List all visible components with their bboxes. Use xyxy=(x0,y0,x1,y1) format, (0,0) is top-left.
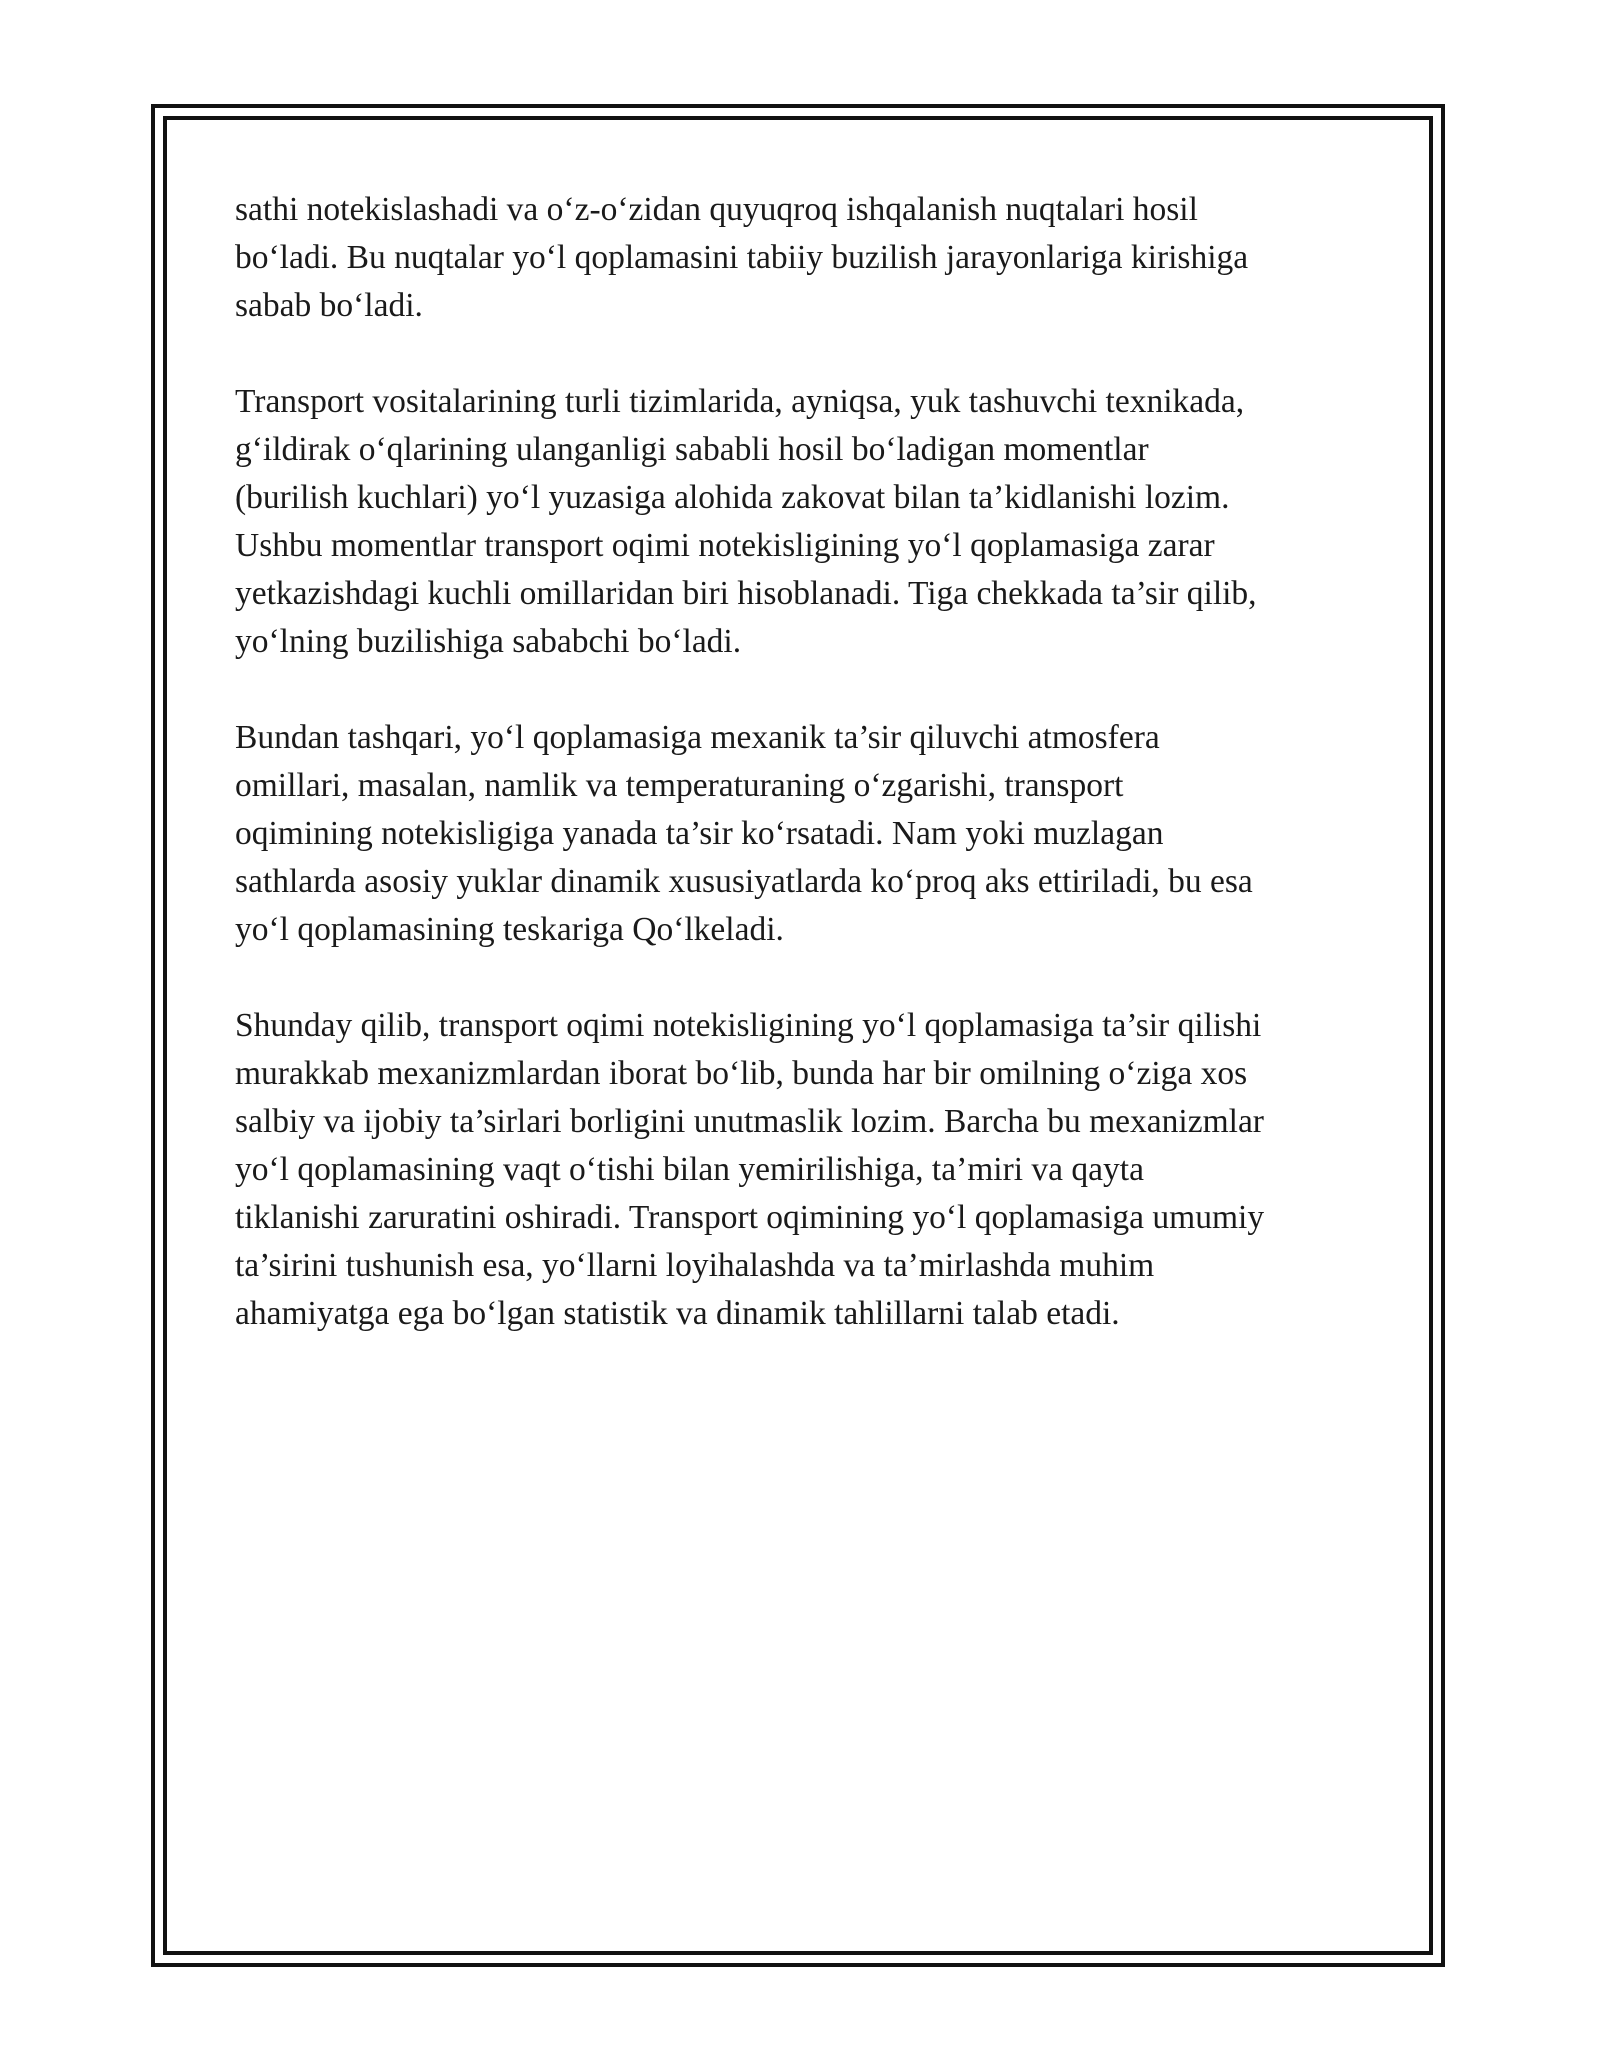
text-line: sabab bo‘ladi. xyxy=(235,287,423,324)
text-line: bo‘ladi. Bu nuqtalar yo‘l qoplamasini tabiiy buzilish jarayonlariga kirishiga xyxy=(235,239,1249,276)
text-line: tiklanishi zaruratini oshiradi. Transport oqimining yo‘l qoplamasiga umumiy xyxy=(235,1199,1265,1236)
text-line: g‘ildirak o‘qlarining ulanganligi sababli hosil bo‘ladigan momentlar xyxy=(235,431,1149,468)
text-line: Shunday qilib, transport oqimi notekisligining yo‘l qoplamasiga ta’sir qilishi xyxy=(235,1007,1262,1044)
text-line: yetkazishdagi kuchli omillaridan biri hisoblanadi. Tiga chekkada ta’sir qilib, xyxy=(235,575,1257,612)
text-line: ta’sirini tushunish esa, yo‘llarni loyihalashda va ta’mirlashda muhim xyxy=(235,1247,1155,1284)
text-line: sathlarda asosiy yuklar dinamik xususiyatlarda ko‘proq aks ettiriladi, bu esa xyxy=(235,863,1253,900)
paragraph-1 xyxy=(235,186,1385,330)
text-line: yo‘lning buzilishiga sababchi bo‘ladi. xyxy=(235,623,742,660)
document-body xyxy=(235,186,1385,1386)
text-line: oqimining notekisligiga yanada ta’sir ko‘rsatadi. Nam yoki muzlagan xyxy=(235,815,1164,852)
text-line: Transport vositalarining turli tizimlarida, ayniqsa, yuk tashuvchi texnikada, xyxy=(235,383,1245,420)
paragraph-3 xyxy=(235,714,1385,954)
text-line: sathi notekislashadi va o‘z-o‘zidan quyuqroq ishqalanish nuqtalari hosil xyxy=(235,191,1198,228)
text-line: salbiy va ijobiy ta’sirlari borligini unutmaslik lozim. Barcha bu mexanizmlar xyxy=(235,1103,1264,1140)
text-line: (burilish kuchlari) yo‘l yuzasiga alohida zakovat bilan ta’kidlanishi lozim. xyxy=(235,479,1230,516)
text-line: yo‘l qoplamasining vaqt o‘tishi bilan yemirilishiga, ta’miri va qayta xyxy=(235,1151,1144,1188)
text-line: Ushbu momentlar transport oqimi notekisligining yo‘l qoplamasiga zarar xyxy=(235,527,1215,564)
text-line: omillari, masalan, namlik va temperaturaning o‘zgarishi, transport xyxy=(235,767,1124,804)
text-line: ahamiyatga ega bo‘lgan statistik va dinamik tahlillarni talab etadi. xyxy=(235,1295,1120,1332)
text-line: yo‘l qoplamasining teskariga Qo‘lkeladi. xyxy=(235,911,784,948)
text-line: murakkab mexanizmlardan iborat bo‘lib, bunda har bir omilning o‘ziga xos xyxy=(235,1055,1248,1092)
paragraph-2 xyxy=(235,378,1385,666)
text-line: Bundan tashqari, yo‘l qoplamasiga mexanik ta’sir qiluvchi atmosfera xyxy=(235,719,1160,756)
paragraph-4 xyxy=(235,1002,1385,1338)
